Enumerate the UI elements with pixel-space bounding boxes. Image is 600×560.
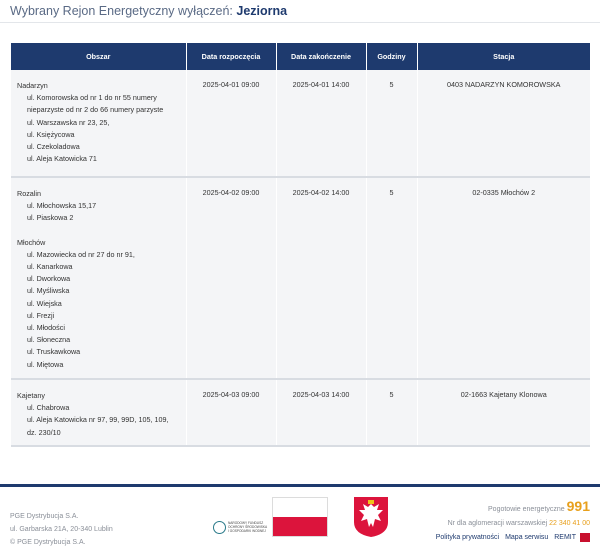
area-cell — [11, 70, 186, 177]
area-cell — [11, 177, 186, 379]
start-date: 2025-04-03 09:00 — [186, 379, 276, 446]
street: ul. Truskawkowa — [27, 347, 81, 357]
table-row — [11, 379, 590, 446]
street: ul. Młodości — [27, 323, 65, 333]
fund-logo-text: NARODOWY FUNDUSZ OCHRONY ŚRODOWISKA I GOSPODARKI WODNEJ — [228, 521, 267, 533]
street: ul. Frezji — [27, 310, 55, 320]
outages-table — [11, 43, 590, 447]
fund-logo[interactable] — [213, 519, 265, 537]
agglomeration-number[interactable]: 22 340 41 00 — [549, 520, 590, 527]
header-prefix: Wybrany Rejon Energetyczny wyłączeń: — [10, 4, 233, 18]
privacy-policy-link[interactable]: Polityka prywatności — [435, 534, 500, 541]
company-name: PGE Dystrybucja S.A. — [10, 513, 79, 520]
header-divider — [0, 22, 600, 23]
place-name: Kajetany — [17, 391, 45, 400]
column-header-station[interactable]: Stacja — [417, 43, 590, 70]
place-name: Młochów — [17, 237, 46, 247]
street: ul. Piaskowa 2 — [27, 213, 74, 223]
street: ul. Mazowiecka od nr 27 do nr 91, — [27, 249, 135, 259]
street: ul. Myśliwska — [27, 286, 70, 296]
hours: 5 — [366, 70, 417, 177]
street: ul. Dworkowa — [27, 274, 71, 284]
street: ul. Wiejska — [27, 298, 62, 308]
emergency-number[interactable]: 991 — [566, 498, 590, 514]
column-header-end[interactable]: Data zakończenie — [276, 43, 366, 70]
sitemap-link[interactable]: Mapa serwisu — [505, 534, 549, 541]
start-date: 2025-04-01 09:00 — [186, 70, 276, 177]
column-header-area[interactable]: Obszar — [11, 43, 186, 70]
street: ul. Miętowa — [27, 359, 64, 369]
emergency-label: Pogotowie energetyczne — [488, 506, 565, 513]
agglomeration-label: Nr dla aglomeracji warszawskiej — [447, 520, 548, 527]
company-info — [10, 510, 113, 549]
street: ul. Aleja Katowicka 71 — [27, 154, 97, 164]
fund-emblem-icon — [213, 521, 226, 534]
polish-eagle-emblem-icon[interactable] — [353, 496, 389, 538]
table-row — [11, 70, 590, 177]
end-date: 2025-04-02 14:00 — [276, 177, 366, 379]
column-header-hours[interactable]: Godziny — [366, 43, 417, 70]
footer-links — [432, 531, 590, 545]
street: nieparzyste od nr 2 do 66 numery parzyste — [27, 105, 164, 115]
station: 02-1663 Kajetany Klonowa — [417, 379, 590, 446]
street: ul. Kanarkowa — [27, 262, 73, 272]
group-gap — [17, 225, 180, 237]
street: ul. Młochowska 15,17 — [27, 201, 97, 211]
company-address: ul. Garbarska 21A, 20-340 Lublin — [10, 526, 113, 533]
station: 0403 NADARZYN KOMOROWSKA — [417, 70, 590, 177]
remit-badge-icon[interactable] — [580, 533, 590, 542]
station: 02-0335 Młochów 2 — [417, 177, 590, 379]
place-name: Rozalin — [17, 189, 41, 198]
street: ul. Komorowska od nr 1 do nr 55 numery — [27, 93, 157, 103]
hours: 5 — [366, 177, 417, 379]
emergency-line — [432, 499, 590, 517]
copyright: © PGE Dystrybucja S.A. — [10, 539, 86, 546]
street: ul. Aleja Katowicka nr 97, 99, 99D, 105, 109, — [27, 415, 169, 425]
footer-divider — [0, 484, 600, 487]
street: ul. Czekoladowa — [27, 142, 80, 152]
table-header-row — [11, 43, 590, 70]
agglomeration-line — [432, 517, 590, 531]
remit-link[interactable]: REMIT — [554, 534, 576, 541]
end-date: 2025-04-01 14:00 — [276, 70, 366, 177]
place-name: Nadarzyn — [17, 81, 48, 90]
column-header-start[interactable]: Data rozpoczęcia — [186, 43, 276, 70]
street: ul. Warszawska nr 23, 25, — [27, 117, 110, 127]
page-header — [10, 4, 287, 18]
region-name: Jeziorna — [236, 4, 288, 18]
polish-flag-icon[interactable] — [272, 497, 328, 537]
area-cell — [11, 379, 186, 446]
start-date: 2025-04-02 09:00 — [186, 177, 276, 379]
hours: 5 — [366, 379, 417, 446]
street: ul. Chabrowa — [27, 403, 70, 413]
street: dz. 230/10 — [27, 427, 61, 437]
contact-info — [432, 499, 590, 545]
street: ul. Księżycowa — [27, 129, 75, 139]
table-row — [11, 177, 590, 379]
street: ul. Słoneczna — [27, 335, 71, 345]
end-date: 2025-04-03 14:00 — [276, 379, 366, 446]
